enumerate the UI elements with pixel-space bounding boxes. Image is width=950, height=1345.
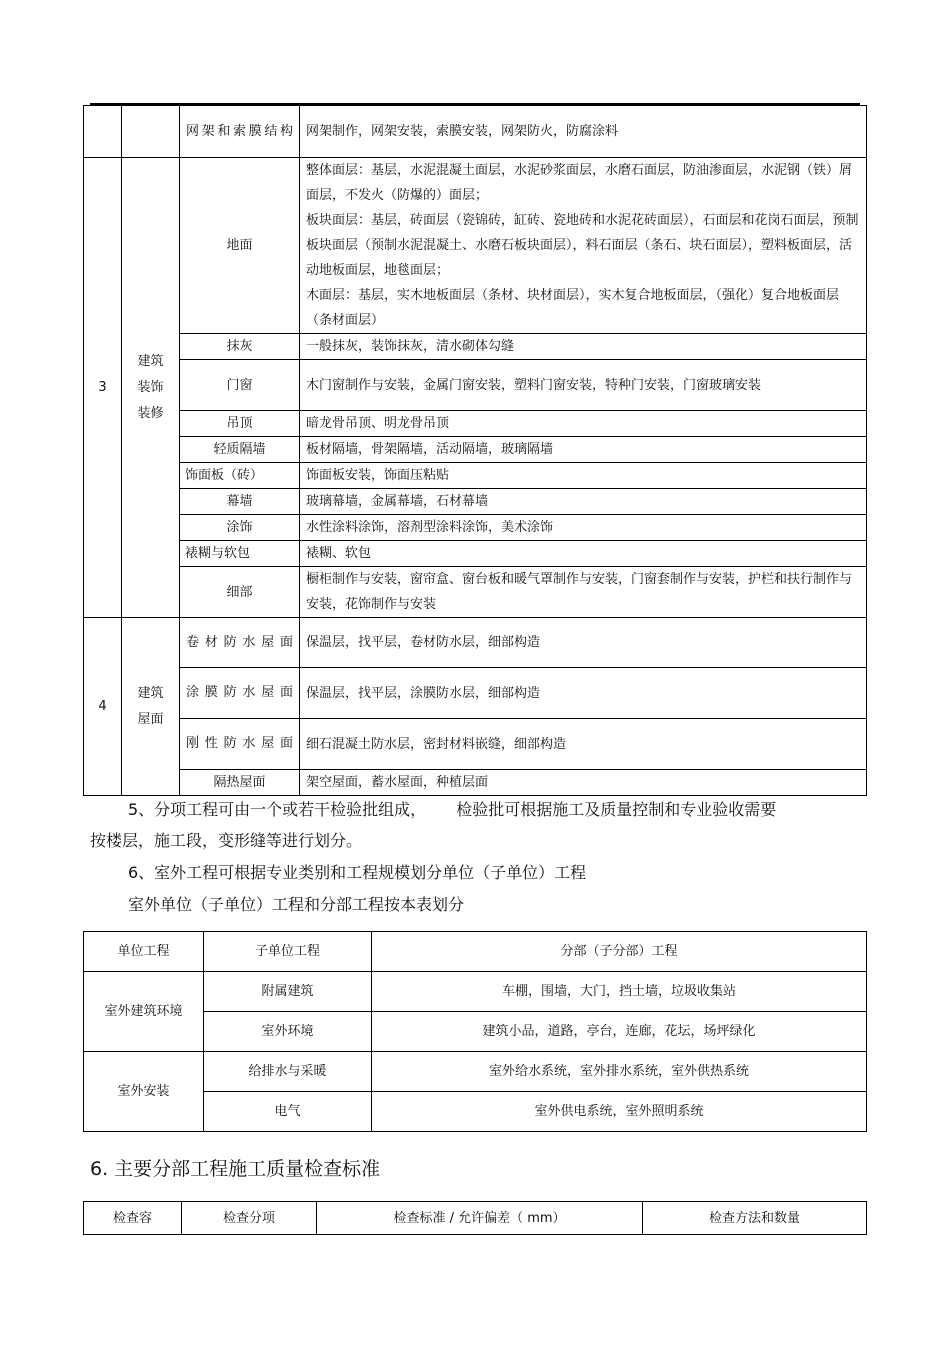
table-row xyxy=(84,437,867,463)
sub-cell: 饰面板（砖） xyxy=(180,463,300,489)
desc-cell: 玻璃幕墙，金属幕墙，石材幕墙 xyxy=(300,489,867,515)
header-cell: 检查容 xyxy=(84,1202,182,1235)
desc-cell: 饰面板安装，饰面压粘贴 xyxy=(300,463,867,489)
table-row xyxy=(84,618,867,668)
desc-cell: 水性涂料涂饰，溶剂型涂料涂饰，美术涂饰 xyxy=(300,515,867,541)
table-row xyxy=(84,463,867,489)
paragraph-6: 6、室外工程可根据专业类别和工程规模划分单位（子单位）工程 xyxy=(128,863,587,882)
paragraph-5-line-2: 按楼层，施工段，变形缝等进行划分。 xyxy=(90,831,363,850)
table-row xyxy=(84,515,867,541)
paragraph-7: 室外单位（子单位）工程和分部工程按本表划分 xyxy=(128,895,465,914)
table-row xyxy=(84,158,867,334)
num-cell xyxy=(84,106,122,158)
desc-cell xyxy=(300,158,867,334)
part-cell: 室外给水系统，室外排水系统，室外供热系统 xyxy=(372,1052,867,1092)
sub-cell: 刚性防水屋面 xyxy=(180,719,300,770)
sub-unit-cell: 附属建筑 xyxy=(204,972,372,1012)
table-row xyxy=(84,668,867,719)
table-row xyxy=(84,334,867,360)
part-cell: 室外供电系统，室外照明系统 xyxy=(372,1092,867,1132)
num-cell: 4 xyxy=(84,618,122,796)
unit-cell: 室外建筑环境 xyxy=(84,972,204,1052)
table-row xyxy=(84,1052,867,1092)
table-row xyxy=(84,770,867,796)
num-cell: 3 xyxy=(84,158,122,618)
part-cell: 建筑小品，道路，亭台，连廊，花坛，场坪绿化 xyxy=(372,1012,867,1052)
desc-cell: 保温层，找平层，卷材防水层，细部构造 xyxy=(300,618,867,668)
table-row xyxy=(84,972,867,1012)
header-cell: 检查分项 xyxy=(182,1202,317,1235)
sub-cell: 裱糊与软包 xyxy=(180,541,300,567)
desc-cell: 架空屋面，蓄水屋面，种植层面 xyxy=(300,770,867,796)
table-header-row xyxy=(84,1202,867,1235)
header-cell: 子单位工程 xyxy=(204,932,372,972)
desc-cell: 木门窗制作与安装，金属门窗安装，塑料门窗安装，特种门安装，门窗玻璃安装 xyxy=(300,360,867,411)
sub-cell: 轻质隔墙 xyxy=(180,437,300,463)
subdivision-table xyxy=(83,105,867,796)
outdoor-works-table xyxy=(83,931,867,1132)
sub-cell: 涂饰 xyxy=(180,515,300,541)
sub-unit-cell: 室外环境 xyxy=(204,1012,372,1052)
sub-cell: 抹灰 xyxy=(180,334,300,360)
unit-cell: 室外安装 xyxy=(84,1052,204,1132)
desc-line: 整体面层：基层，水泥混凝土面层，水泥砂浆面层，水磨石面层，防油渗面层，水泥钢（铁）屑面层，不发火（防爆的）面层； xyxy=(306,163,853,203)
table-row xyxy=(84,411,867,437)
table-row xyxy=(84,567,867,618)
desc-cell: 细石混凝土防水层，密封材料嵌缝，细部构造 xyxy=(300,719,867,770)
desc-cell: 网架制作，网架安装，索膜安装，网架防火，防腐涂料 xyxy=(300,106,867,158)
table-header-row xyxy=(84,932,867,972)
paragraph-text: 5、分项工程可由一个或若干检验批组成， xyxy=(128,800,427,819)
header-cell: 检查标准 / 允许偏差（ mm） xyxy=(317,1202,643,1235)
header-cell: 单位工程 xyxy=(84,932,204,972)
paragraph-5-line-1 xyxy=(128,800,776,820)
sub-cell: 细部 xyxy=(180,567,300,618)
section-heading: 6. 主要分部工程施工质量检查标准 xyxy=(90,1158,381,1180)
desc-line: 板块面层：基层，砖面层（瓷锦砖，缸砖、瓷地砖和水泥花砖面层），石面层和花岗石面层，预制板块面层（预制水泥混凝土、水磨石板块面层），料石面层（条石、块石面层），塑料板面层，活动地板面层，地毯面层； xyxy=(306,213,859,278)
group-cell: 建筑装饰装修 xyxy=(122,158,180,618)
desc-cell: 裱糊、软包 xyxy=(300,541,867,567)
desc-cell: 保温层，找平层，涂膜防水层，细部构造 xyxy=(300,668,867,719)
sub-cell: 幕墙 xyxy=(180,489,300,515)
table-row xyxy=(84,541,867,567)
desc-cell: 暗龙骨吊顶、明龙骨吊顶 xyxy=(300,411,867,437)
group-cell: 建筑屋面 xyxy=(122,618,180,796)
header-cell: 分部（子分部）工程 xyxy=(372,932,867,972)
desc-cell: 板材隔墙，骨架隔墙，活动隔墙，玻璃隔墙 xyxy=(300,437,867,463)
sub-cell: 门窗 xyxy=(180,360,300,411)
desc-cell: 一般抹灰，装饰抹灰，清水砌体勾缝 xyxy=(300,334,867,360)
sub-cell: 地面 xyxy=(180,158,300,334)
table-row xyxy=(84,719,867,770)
sub-cell: 吊顶 xyxy=(180,411,300,437)
sub-cell: 卷材防水屋面 xyxy=(180,618,300,668)
table-row xyxy=(84,360,867,411)
sub-unit-cell: 给排水与采暖 xyxy=(204,1052,372,1092)
table-row xyxy=(84,106,867,158)
desc-line: 木面层：基层，实木地板面层（条材、块材面层），实木复合地板面层，（强化）复合地板面层（条材面层） xyxy=(306,288,840,328)
group-cell xyxy=(122,106,180,158)
part-cell: 车棚，围墙，大门，挡土墙，垃圾收集站 xyxy=(372,972,867,1012)
sub-cell: 涂膜防水屋面 xyxy=(180,668,300,719)
sub-cell: 隔热屋面 xyxy=(180,770,300,796)
table-row xyxy=(84,489,867,515)
sub-cell: 网架和索膜结构 xyxy=(180,106,300,158)
sub-unit-cell: 电气 xyxy=(204,1092,372,1132)
header-cell: 检查方法和数量 xyxy=(643,1202,867,1235)
paragraph-text: 检验批可根据施工及质量控制和专业验收需要 xyxy=(456,800,777,819)
desc-cell: 橱柜制作与安装，窗帘盒、窗台板和暖气罩制作与安装，门窗套制作与安装，护栏和扶行制作与安装，花饰制作与安装 xyxy=(300,567,867,618)
quality-standard-table xyxy=(83,1201,867,1235)
